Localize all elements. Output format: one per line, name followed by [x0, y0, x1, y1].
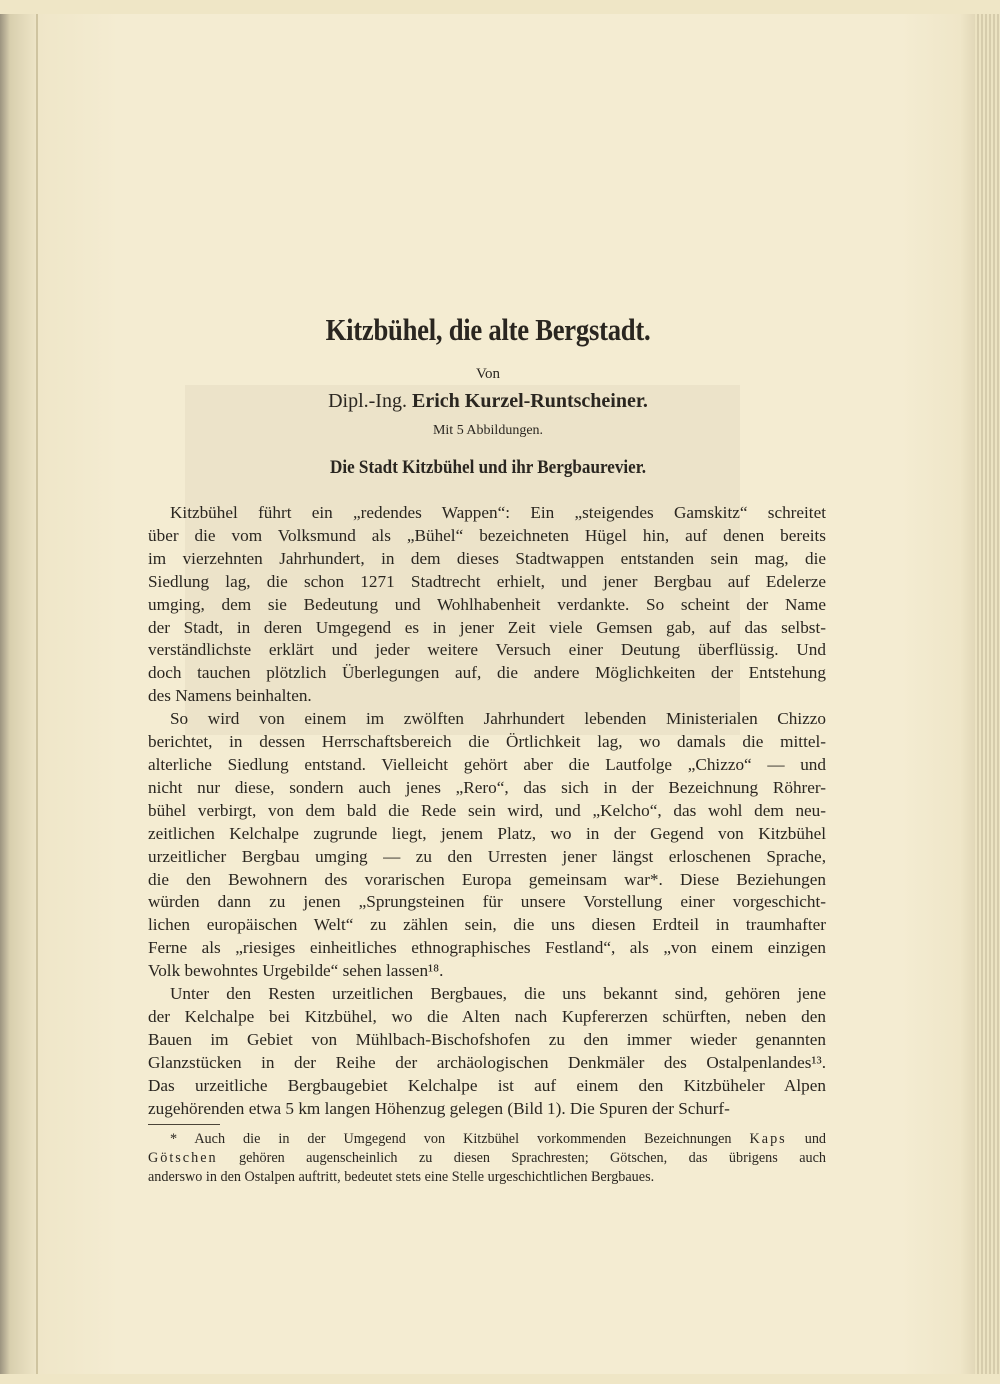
footnote-rule	[148, 1124, 220, 1125]
text-line: Kitzbühel führt ein „redendes Wappen“: Ein „steigendes Gamskitz“ schreitet	[170, 503, 826, 522]
text-line: urzeitlicher Bergbau umging — zu den Urresten jener längst erloschenen Sprache,	[148, 846, 826, 866]
text-line: Glanzstücken in der Reihe der archäologischen Denkmäler des Ostalpenlandes¹³.	[148, 1052, 826, 1072]
text-line: Volk bewohntes Urgebilde“ sehen lassen¹⁸.	[148, 961, 444, 981]
text-line: Bauen im Gebiet von Mühlbach-Bischofshofen zu den immer wieder genannten	[148, 1029, 826, 1049]
text-line: nicht nur diese, sondern auch jenes „Rero“, das sich in der Bezeichnung Röhrer-	[148, 777, 826, 797]
text-line: die den Bewohnern des vorarischen Europa gemeinsam war*. Diese Beziehungen	[148, 869, 826, 889]
text-line: Ferne als „riesiges einheitliches ethnographisches Festland“, als „von einem einzigen	[148, 938, 826, 958]
text-line: alterliche Siedlung entstand. Vielleicht gehört aber die Lautfolge „Chizzo“ — und	[148, 754, 826, 774]
illustrations-note: Mit 5 Abbildungen.	[432, 423, 544, 438]
footnote	[148, 1130, 826, 1187]
text-line: bühel verbirgt, von dem bald die Rede sein wird, und „Kelcho“, das wohl dem neu-	[148, 800, 826, 820]
section-heading: Die Stadt Kitzbühel und ihr Bergbaurevier.	[329, 457, 647, 478]
footnote-text: und	[804, 1131, 827, 1147]
text-line: berichtet, in dessen Herrschaftsbereich die Örtlichkeit lag, wo damals die mittel-	[148, 732, 826, 752]
text-line: der Kelchalpe bei Kitzbühel, wo die Alten nach Kupfererzen schürften, neben den	[148, 1006, 826, 1026]
paragraph	[148, 983, 826, 1120]
byline-von: Von	[476, 366, 500, 382]
paragraph	[148, 708, 826, 983]
author-name: Erich Kurzel-Runtscheiner.	[411, 390, 648, 412]
text-line: Unter den Resten urzeitlichen Bergbaues, die uns bekannt sind, gehören jene	[170, 984, 826, 1004]
text-line: der Stadt, in deren Umgegend es in jener Zeit viele Gemsen gab, auf das selbst-	[148, 617, 826, 637]
footnote-term: Götschen	[148, 1150, 218, 1166]
text-line: würden dann zu jenen „Sprungsteinen für unsere Vorstellung einer vorgeschicht-	[148, 892, 826, 912]
binding-fold	[36, 14, 38, 1374]
text-line: zugehörenden etwa 5 km langen Höhenzug gelegen (Bild 1). Die Spuren der Schurf-	[148, 1098, 730, 1118]
footnote-text: gehören augenscheinlich zu diesen Sprachresten; Götschen, das übrigens auch	[239, 1150, 826, 1166]
paragraph	[148, 502, 826, 708]
footnote-text: anderswo in den Ostalpen auftritt, bedeutet stets eine Stelle urgeschichtlichen Bergbaues.	[148, 1169, 655, 1185]
footnote-text: * Auch die in der Umgegend von Kitzbühel vorkommenden Bezeichnungen	[170, 1131, 732, 1147]
body-text	[148, 502, 826, 1120]
author-prefix: Dipl.-Ing.	[328, 390, 407, 412]
page-edges	[975, 14, 1000, 1374]
text-line: über die vom Volksmund als „Bühel“ bezeichneten Hügel hin, auf denen bereits	[148, 525, 826, 545]
text-line: umging, dem sie Bedeutung und Wohlhabenheit verdankte. So scheint der Name	[148, 594, 826, 614]
text-line: Siedlung lag, die schon 1271 Stadtrecht erhielt, und jener Bergbau auf Edelerze	[148, 571, 826, 591]
text-line: des Namens beinhalten.	[148, 686, 312, 706]
text-line: verständlichste erklärt und jeder weitere Versuch einer Deutung überflüssig. Und	[148, 640, 826, 660]
footnote-term: Kaps	[749, 1131, 787, 1147]
text-line: lichen europäischen Welt“ zu zählen sein, die uns diesen Erdteil in traumhafter	[148, 915, 826, 935]
article-title: Kitzbühel, die alte Bergstadt.	[325, 312, 651, 347]
author	[148, 390, 828, 413]
text-line: So wird von einem im zwölften Jahrhundert lebenden Ministerialen Chizzo	[170, 709, 826, 729]
text-line: zeitlichen Kelchalpe zugrunde liegt, jenem Platz, wo in der Gegend von Kitzbühel	[148, 823, 826, 843]
text-line: Das urzeitliche Bergbaugebiet Kelchalpe ist auf einem den Kitzbüheler Alpen	[148, 1075, 826, 1095]
text-line: im vierzehnten Jahrhundert, in dem dieses Stadtwappen entstanden sein mag, die	[148, 548, 826, 568]
text-line: doch tauchen plötzlich Überlegungen auf, die andere Möglichkeiten der Entstehung	[148, 663, 826, 683]
